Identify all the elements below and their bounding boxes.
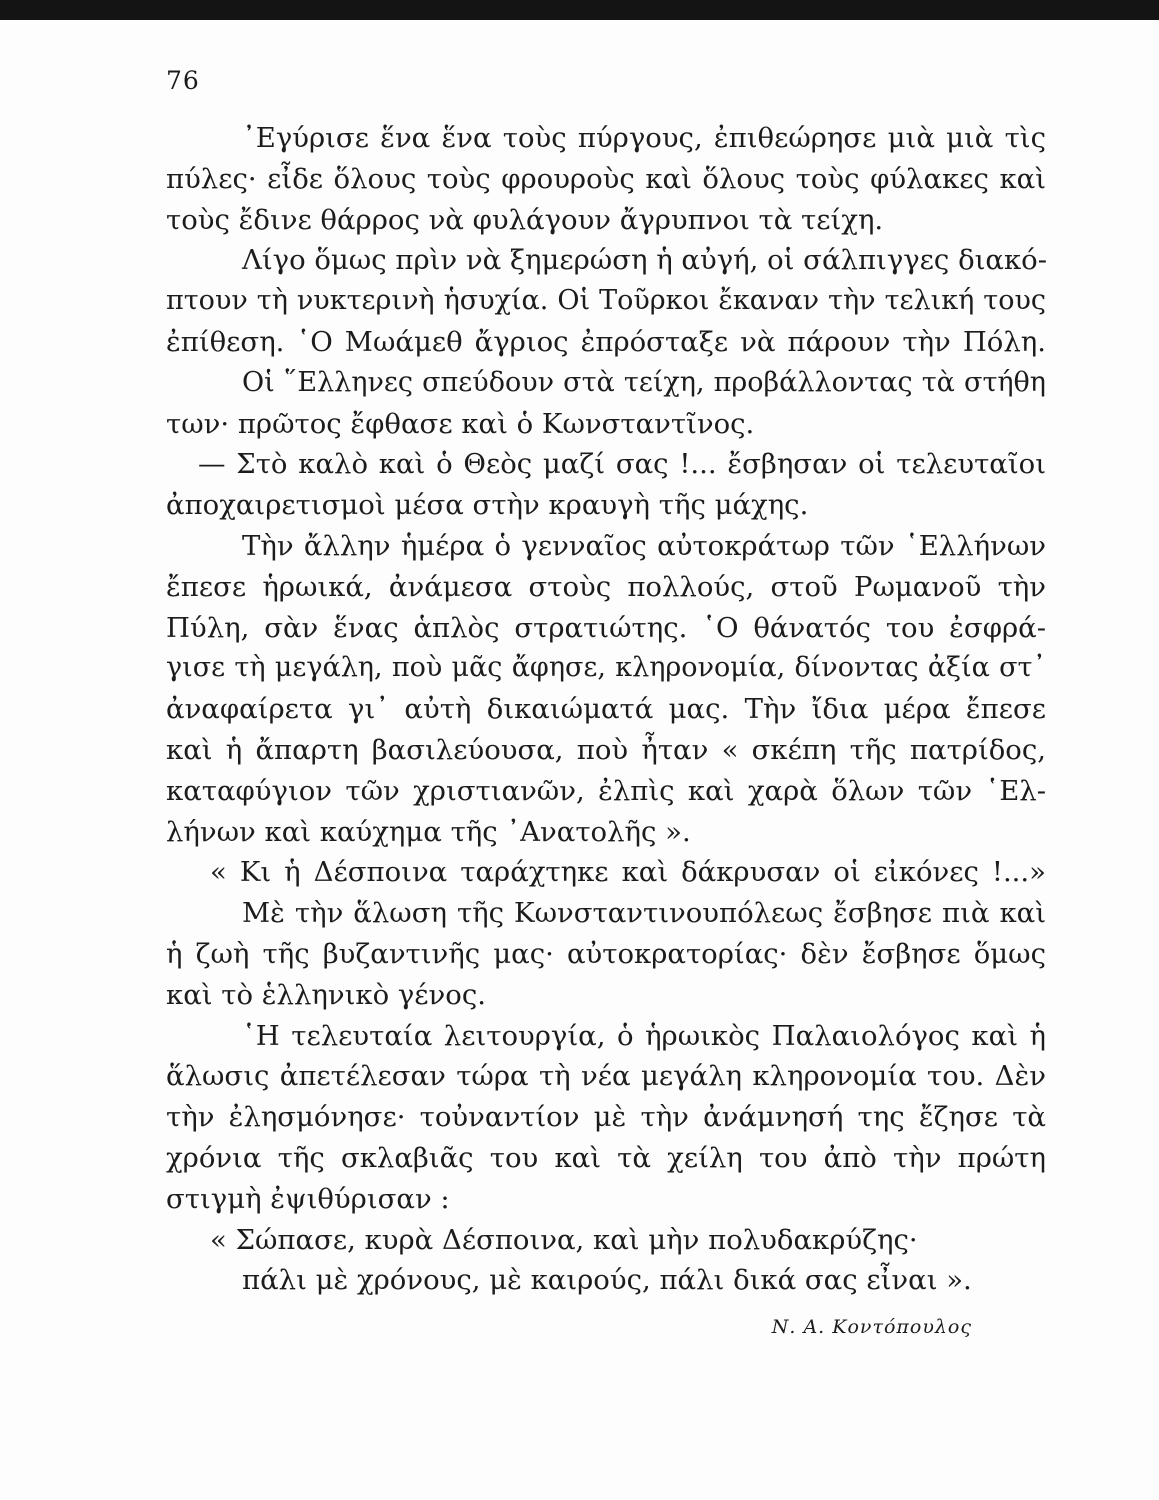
text-line: ᾿Εγύρισε ἕνα ἕνα τοὺς πύργους, ἐπιθεώρησε μιὰ μιὰ τὶς [242, 122, 1046, 154]
text-line: Πύλη, σὰν ἕνας ἁπλὸς στρατιώτης. ῾Ο θάνατός του ἐσφρά- [166, 611, 1046, 644]
text-line: ἔπεσε ἡρωικά, ἀνάμεσα στοὺς πολλούς, στοῦ Ρωμανοῦ τὴν [166, 570, 1046, 603]
scan-top-border [0, 0, 1159, 20]
page-number: 76 [166, 66, 200, 95]
text-line: ῾Η τελευταία λειτουργία, ὁ ἡρωικὸς Παλαιολόγος καὶ ἡ [242, 1019, 1046, 1052]
text-line: καὶ τὸ ἑλληνικὸ γένος. [166, 978, 486, 1011]
text-line: λήνων καὶ καύχημα τῆς ᾿Ανατολῆς ». [166, 815, 691, 848]
text-line: καὶ ἡ ἄπαρτη βασιλεύουσα, ποὺ ἦταν « σκέπη τῆς πατρίδος, [166, 733, 1046, 766]
text-line: ἐπίθεση. ῾Ο Μωάμεθ ἄγριος ἐπρόσταξε νὰ πάρουν τὴν Πόλη. [166, 325, 1046, 358]
text-line: γισε τὴ μεγάλη, ποὺ μᾶς ἄφησε, κληρονομία, δίνοντας ἀξία στ᾿ [166, 652, 1046, 684]
verse-line: « Σώπασε, κυρὰ Δέσποινα, καὶ μὴν πολυδακρύζης· [210, 1223, 918, 1256]
text-line: Οἱ ῞Ελληνες σπεύδουν στὰ τείχη, προβάλλοντας τὰ στήθη [242, 366, 1046, 398]
author-signature: Ν. Α. Κοντόπουλος [771, 1316, 972, 1338]
text-line: ἡ ζωὴ τῆς βυζαντινῆς μας· αὐτοκρατορίας· δὲν ἔσβησε ὅμως [166, 937, 1046, 970]
text-line: « Κι ἡ Δέσποινα ταράχτηκε καὶ δάκρυσαν οἱ εἰκόνες !...» [210, 856, 1046, 889]
text-line: — Στὸ καλὸ καὶ ὁ Θεὸς μαζί σας !... ἔσβησαν οἱ τελευταῖοι [198, 448, 1046, 481]
text-line: τοὺς ἔδινε θάρρος νὰ φυλάγουν ἄγρυπνοι τὰ τείχη. [166, 203, 884, 236]
text-line: Τὴν ἄλλην ἡμέρα ὁ γενναῖος αὐτοκράτωρ τῶν ῾Ελλήνων [242, 529, 1046, 562]
text-line: καταφύγιον τῶν χριστιανῶν, ἐλπὶς καὶ χαρὰ ὅλων τῶν ῾Ελ- [166, 774, 1046, 807]
text-line: ἀναφαίρετα γι᾿ αὐτὴ δικαιώματά μας. Τὴν ἴδια μέρα ἔπεσε [166, 693, 1046, 726]
verse-line: πάλι μὲ χρόνους, μὲ καιρούς, πάλι δικά σας εἶναι ». [242, 1264, 972, 1297]
text-line: ἅλωσις ἀπετέλεσαν τώρα τὴ νέα μεγάλη κληρονομία του. Δὲν [166, 1060, 1046, 1093]
text-line: Μὲ τὴν ἅλωση τῆς Κωνσταντινουπόλεως ἔσβησε πιὰ καὶ [242, 897, 1046, 930]
text-line: χρόνια τῆς σκλαβιᾶς του καὶ τὰ χείλη του ἀπὸ τὴν πρώτη [166, 1141, 1046, 1174]
text-line: πτουν τὴ νυκτερινὴ ἡσυχία. Οἱ Τοῦρκοι ἔκαναν τὴν τελική τους [166, 285, 1046, 317]
text-line: Λίγο ὅμως πρὶν νὰ ξημερώση ἡ αὐγή, οἱ σάλπιγγες διακό- [242, 244, 1048, 277]
text-line: ἀποχαιρετισμοὶ μέσα στὴν κραυγὴ τῆς μάχης. [166, 489, 809, 522]
text-line: στιγμὴ ἐψιθύρισαν : [166, 1182, 450, 1215]
text-line: των· πρῶτος ἔφθασε καὶ ὁ Κωνσταντῖνος. [166, 407, 755, 440]
text-line: πύλες· εἶδε ὅλους τοὺς φρουροὺς καὶ ὅλους τοὺς φύλακες καὶ [166, 162, 1046, 195]
text-line: τὴν ἐλησμόνησε· τοὐναντίον μὲ τὴν ἀνάμνησή της ἔζησε τὰ [166, 1101, 1046, 1134]
body-text [166, 118, 1046, 1301]
